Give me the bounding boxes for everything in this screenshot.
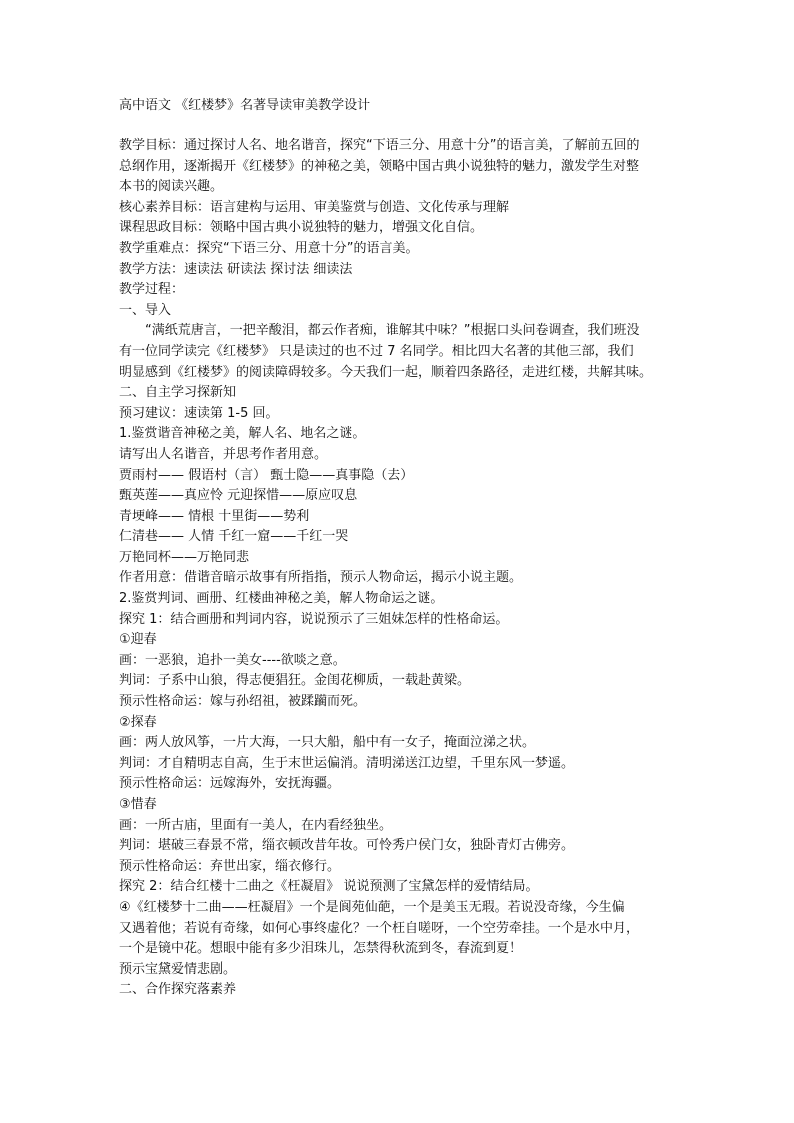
document-page [119,96,689,1001]
teaching-methods: 教学方法：速读法 研读法 探讨法 细读法 [119,261,353,277]
homophone-line-2: 甄英莲——真应怜 元迎探惜——原应叹息 [119,488,358,504]
wangningmei-line-2: 又遇着他；若说有奇缘，如何心事终虚化？一个枉自嗟呀，一个空劳牵挂。一个是水中月， [119,920,640,936]
exploration-1: 探究 1：结合画册和判词内容，说说预示了三姐妹怎样的性格命运。 [119,611,509,627]
preview-suggestion: 预习建议：速读第 1-5 回。 [119,405,279,421]
xichun-verdict: 判词：堪破三春景不常，缁衣顿改昔年妆。可怜秀户侯门女，独卧青灯古佛旁。 [119,838,575,854]
objective-line-2: 总纲作用，逐渐揭开《红楼梦》的神秘之美，领略中国古典小说独特的魅力，激发学生对整 [119,158,640,174]
objective-line-1: 教学目标：通过探讨人名、地名谐音，探究“下语三分、用意十分”的语言美，了解前五回的 [119,138,640,153]
objective-line-3: 本书的阅读兴趣。 [119,179,224,195]
section-heading-intro: 一、导入 [119,302,172,318]
task-1-heading: 1.鉴赏谐音神秘之美，解人名、地名之谜。 [119,426,366,442]
tanchun-heading: ②探春 [119,714,157,730]
tanchun-verdict: 判词：才自精明志自高，生于末世运偏消。清明涕送江边望，千里东风一梦遥。 [119,755,575,771]
intro-paragraph-line-3: 明显感到《红楼梦》的阅读障碍较多。今天我们一起，顺着四条路径，走进红楼，共解其味。 [119,364,653,380]
homophone-line-5: 万艳同杯——万艳同悲 [119,549,250,565]
intro-paragraph-line-1: “满纸荒唐言，一把辛酸泪，都云作者痴，谁解其中味？”根据口头问卷调查，我们班没 [145,323,640,339]
yingchun-verdict: 判词：子系中山狼，得志便猖狂。金闺花柳质，一载赴黄梁。 [119,673,471,689]
key-difficulty: 教学重难点：探究“下语三分、用意十分”的语言美。 [119,240,419,256]
document-title: 高中语文 《红楼梦》名著导读审美教学设计 [119,98,371,113]
tanchun-picture: 画：两人放风筝，一片大海，一只大船，船中有一女子，掩面泣涕之状。 [119,735,536,751]
wangningmei-line-3: 一个是镜中花。想眼中能有多少泪珠儿，怎禁得秋流到冬，春流到夏！ [119,941,523,957]
teaching-process-heading: 教学过程： [119,282,185,298]
xichun-picture: 画：一所古庙，里面有一美人，在内看经独坐。 [119,817,393,833]
xichun-heading: ③惜春 [119,797,157,812]
homophone-line-4: 仁清巷—— 人情 千红一窟——千红一哭 [119,529,349,545]
ideological-objective: 课程思政目标：领略中国古典小说独特的魅力，增强文化自信。 [119,220,484,236]
xichun-fate: 预示性格命运：弃世出家，缁衣修行。 [119,858,341,874]
tanchun-fate: 预示性格命运：远嫁海外，安抚海疆。 [119,776,341,792]
section-heading-cooperative: 二、合作探究落素养 [119,982,237,998]
intro-paragraph-line-2: 有一位同学读完《红楼梦》 只是读过的也不过 7 名同学。相比四大名著的其他三部，我们 [119,343,634,359]
exploration-2: 探究 2：结合红楼十二曲之《枉凝眉》 说说预测了宝黛怎样的爱情结局。 [119,879,539,895]
homophone-line-1: 贾雨村—— 假语村（言） 甄士隐——真事隐（去） [119,467,414,483]
wangningmei-line-1: ④《红楼梦十二曲——枉凝眉》一个是阆苑仙葩，一个是美玉无瑕。若说没奇缘，今生偏 [119,899,625,915]
task-2-heading: 2.鉴赏判词、画册、红楼曲神秘之美，解人物命运之谜。 [119,591,444,607]
love-tragedy-conclusion: 预示宝黛爱情悲剧。 [119,961,237,977]
yingchun-heading: ①迎春 [119,632,157,648]
homophone-line-3: 青埂峰—— 情根 十里街——势利 [119,508,310,524]
task-1-instruction: 请写出人名谐音，并思考作者用意。 [119,446,328,462]
yingchun-picture: 画：一恶狼，追扑一美女----欲啖之意。 [119,652,346,668]
author-intent: 作者用意：借谐音暗示故事有所指指，预示人物命运，揭示小说主题。 [119,570,523,586]
section-heading-self-study: 二、自主学习探新知 [119,385,237,401]
core-literacy-objective: 核心素养目标：语言建构与运用、审美鉴赏与创造、文化传承与理解 [119,199,510,215]
yingchun-fate: 预示性格命运：嫁与孙绍祖，被蹂躏而死。 [119,694,367,710]
